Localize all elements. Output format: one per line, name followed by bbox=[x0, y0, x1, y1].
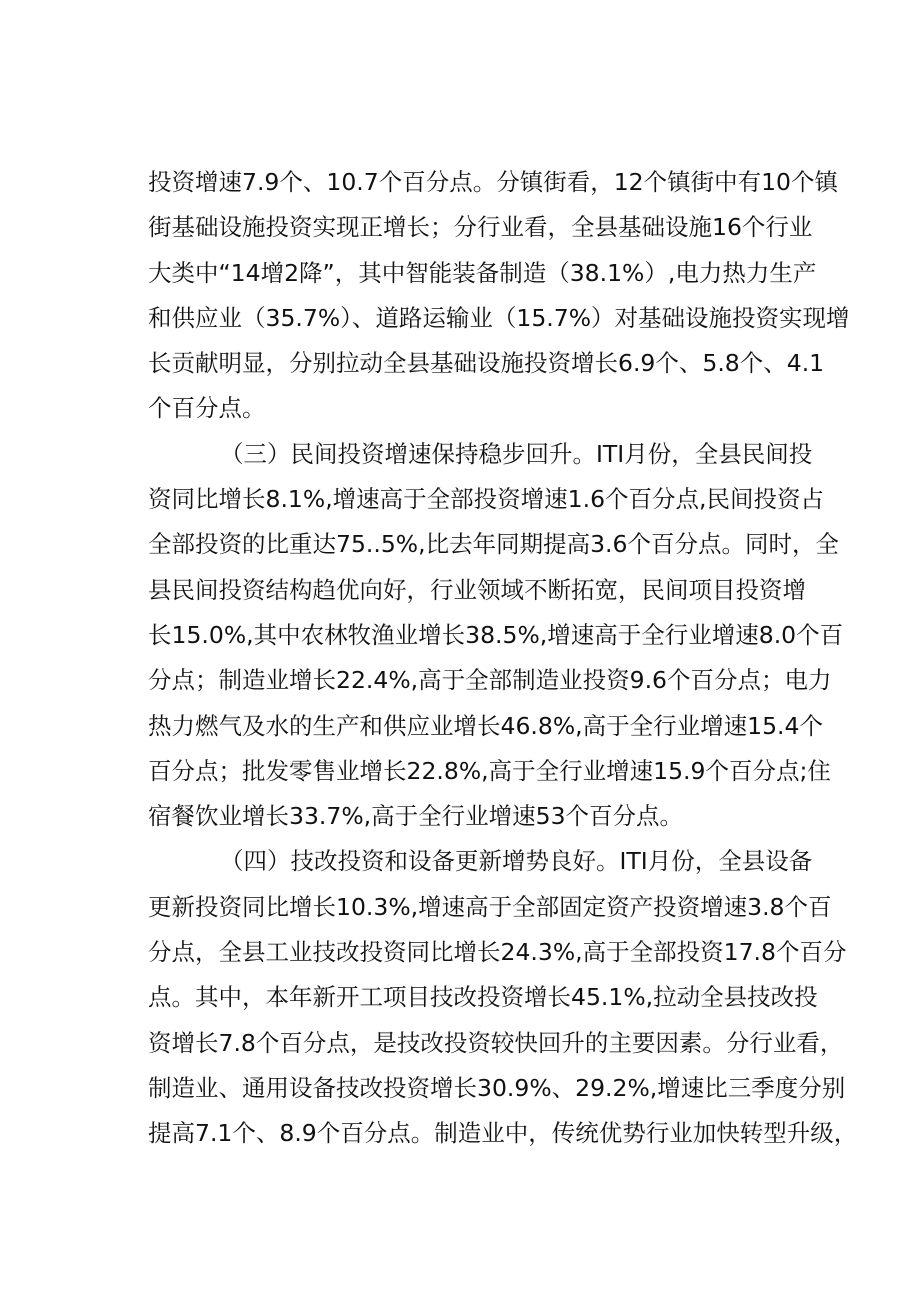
text-line: 和供应业（35.7%）、道路运输业（15.7%）对基础设施投资实现增 bbox=[148, 303, 850, 332]
text-line: 提高7.1个、8.9个百分点。制造业中，传统优势行业加快转型升级， bbox=[148, 1119, 858, 1148]
text-line: 投资增速7.9个、10.7个百分点。分镇街看，12个镇街中有10个镇 bbox=[148, 168, 839, 196]
text-line: 长贡献明显，分别拉动全县基础设施投资增长6.9个、5.8个、4.1 bbox=[148, 349, 825, 378]
text-line: 县民间投资结构趋优向好，行业领域不断拓宽，民间项目投资增 bbox=[148, 575, 806, 604]
text-line: （四）技改投资和设备更新增势良好。ITI月份，全县设备 bbox=[220, 847, 813, 876]
text-line: 百分点；批发零售业增长22.8%,高于全行业增速15.9个百分点;住 bbox=[148, 756, 831, 785]
text-line: 点。其中，本年新开工项目技改投资增长45.1%,拉动全县技改投 bbox=[148, 983, 818, 1012]
document-body bbox=[148, 160, 858, 1157]
text-line: 个百分点。 bbox=[148, 394, 266, 423]
text-line: 分点，全县工业技改投资同比增长24.3%,高于全部投资17.8个百分 bbox=[148, 938, 847, 967]
text-line: （三）民间投资增速保持稳步回升。ITI月份，全县民间投 bbox=[220, 439, 813, 468]
text-line: 宿餐饮业增长33.7%,高于全行业增速53个百分点。 bbox=[148, 802, 684, 831]
text-line: 长15.0%,其中农林牧渔业增长38.5%,增速高于全行业增速8.0个百 bbox=[148, 620, 844, 649]
text-line: 街基础设施投资实现正增长；分行业看，全县基础设施16个行业 bbox=[148, 213, 813, 242]
paragraph-2-private-investment bbox=[148, 432, 844, 840]
text-line: 热力燃气及水的生产和供应业增长46.8%,高于全行业增速15.4个 bbox=[148, 711, 823, 740]
paragraph-1 bbox=[148, 160, 850, 432]
text-line: 分点；制造业增长22.4%,高于全部制造业投资9.6个百分点；电力 bbox=[148, 666, 832, 695]
text-line: 全部投资的比重达75..5%,比去年同期提高3.6个百分点。同时，全 bbox=[148, 530, 839, 559]
text-line: 大类中“14增2降”，其中智能装备制造（38.1%）,电力热力生产 bbox=[148, 258, 817, 287]
text-line: 资同比增长8.1%,增速高于全部投资增速1.6个百分点,民间投资占 bbox=[148, 485, 825, 514]
text-line: 制造业、通用设备技改投资增长30.9%、29.2%,增速比三季度分别 bbox=[148, 1073, 846, 1102]
text-line: 更新投资同比增长10.3%,增速高于全部固定资产投资增速3.8个百 bbox=[148, 892, 832, 921]
text-line: 资增长7.8个百分点，是技改投资较快回升的主要因素。分行业看， bbox=[148, 1028, 844, 1057]
paragraph-3-tech-renovation bbox=[148, 839, 858, 1156]
